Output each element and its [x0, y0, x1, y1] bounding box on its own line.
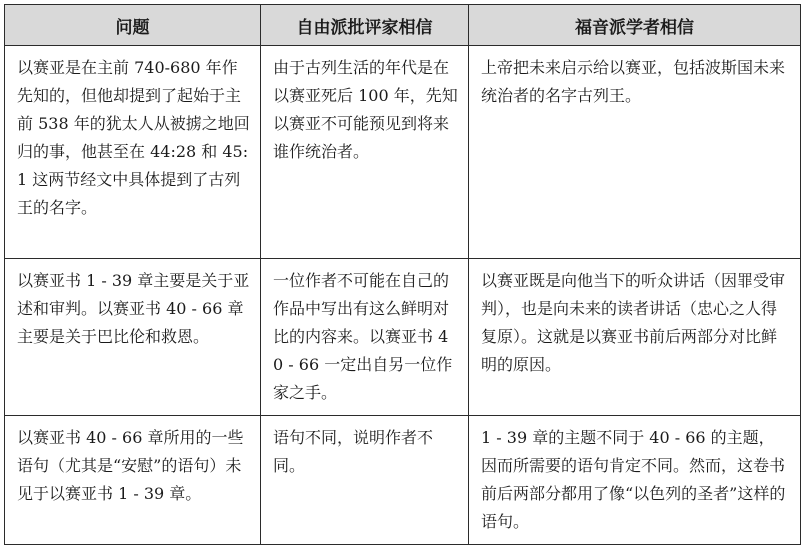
question-cell: 以赛亚是在主前 740-680 年作先知的，但他却提到了起始于主前 538 年的犹太人从被掳之地回归的事，他甚至在 44:28 和 45:1 这两节经文中具体提到了古列王的名字。 — [5, 46, 261, 259]
question-cell: 以赛亚书 1 - 39 章主要是关于亚述和审判。以赛亚书 40 - 66 章主要是关于巴比伦和救恩。 — [5, 259, 261, 416]
table-row — [5, 259, 801, 416]
evangelical-view-cell: 上帝把未来启示给以赛亚，包括波斯国未来统治者的名字古列王。 — [469, 46, 801, 259]
header-question: 问题 — [5, 5, 261, 46]
header-liberal-critics: 自由派批评家相信 — [261, 5, 469, 46]
evangelical-view-cell: 1 - 39 章的主题不同于 40 - 66 的主题，因而所需要的语句肯定不同。然而，这卷书前后两部分都用了像“以色列的圣者”这样的语句。 — [469, 416, 801, 545]
table-row — [5, 46, 801, 259]
comparison-table — [4, 4, 801, 545]
liberal-view-cell: 语句不同，说明作者不同。 — [261, 416, 469, 545]
header-evangelical-scholars: 福音派学者相信 — [469, 5, 801, 46]
table-header-row — [5, 5, 801, 46]
comparison-table-container — [4, 4, 800, 545]
liberal-view-cell: 一位作者不可能在自己的作品中写出有这么鲜明对比的内容来。以赛亚书 40 - 66 一定出自另一位作家之手。 — [261, 259, 469, 416]
liberal-view-cell: 由于古列生活的年代是在以赛亚死后 100 年，先知以赛亚不可能预见到将来谁作统治者。 — [261, 46, 469, 259]
evangelical-view-cell: 以赛亚既是向他当下的听众讲话（因罪受审判），也是向未来的读者讲话（忠心之人得复原）。这就是以赛亚书前后两部分对比鲜明的原因。 — [469, 259, 801, 416]
table-row — [5, 416, 801, 545]
question-cell: 以赛亚书 40 - 66 章所用的一些语句（尤其是“安慰”的语句）未见于以赛亚书 1 - 39 章。 — [5, 416, 261, 545]
